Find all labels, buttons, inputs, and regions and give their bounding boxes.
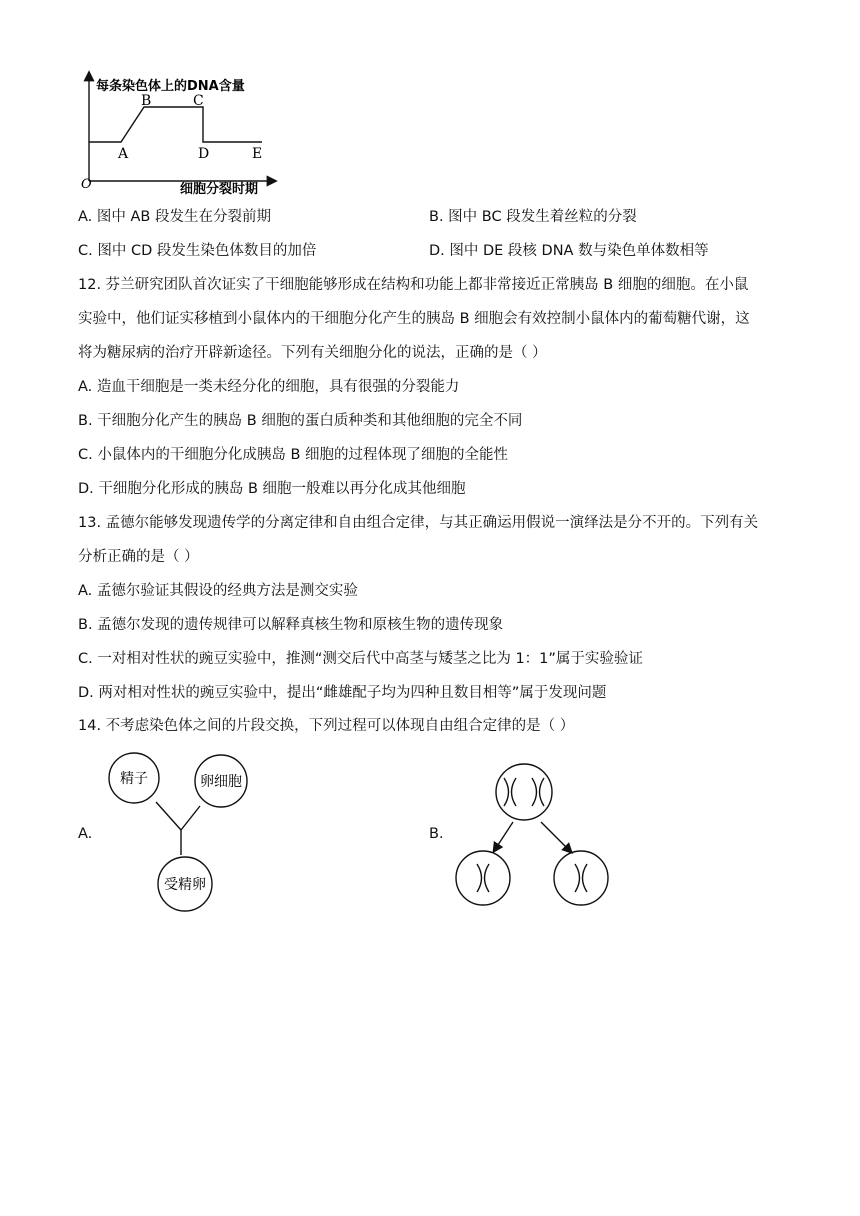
meiosis-diagram <box>450 752 620 912</box>
q14-option-a-label[interactable]: A. <box>78 826 93 842</box>
point-e-label: E <box>252 146 263 162</box>
dna-content-curve <box>89 107 262 142</box>
q13-option-a[interactable]: A. 孟德尔验证其假设的经典方法是测交实验 <box>78 583 358 599</box>
chromosome-left <box>477 864 489 892</box>
q12-option-a[interactable]: A. 造血干细胞是一类未经分化的细胞，具有很强的分裂能力 <box>78 379 460 395</box>
q13-option-d[interactable]: D. 两对相对性状的豌豆实验中，提出“雌雄配子均为四种且数目相等”属于发现问题 <box>78 685 607 701</box>
egg-label: 卵细胞 <box>200 774 242 790</box>
q13-stem-line-1: 13. 孟德尔能够发现遗传学的分离定律和自由组合定律，与其正确运用假说一演绎法是分不开的。下列有关 <box>78 515 759 531</box>
q12-stem-line-3: 将为糖尿病的治疗开辟新途径。下列有关细胞分化的说法，正确的是（ ） <box>78 345 547 361</box>
daughter-cell-left <box>456 851 510 905</box>
merge-line-right <box>181 806 200 830</box>
sperm-label: 精子 <box>120 771 148 787</box>
origin-label: O <box>81 177 92 192</box>
fertilization-diagram <box>100 752 260 917</box>
point-b-label: B <box>141 93 152 109</box>
q11-option-d[interactable]: D. 图中 DE 段核 DNA 数与染色单体数相等 <box>429 243 709 259</box>
arrow-right <box>541 822 571 852</box>
q12-option-c[interactable]: C. 小鼠体内的干细胞分化成胰岛 B 细胞的过程体现了细胞的全能性 <box>78 447 509 463</box>
parent-cell <box>496 764 552 820</box>
point-c-label: C <box>193 93 204 109</box>
q14-stem: 14. 不考虑染色体之间的片段交换，下列过程可以体现自由组合定律的是（ ） <box>78 718 575 734</box>
q13-stem-line-2: 分析正确的是（ ） <box>78 549 199 565</box>
point-d-label: D <box>198 146 210 162</box>
q12-stem-line-2: 实验中，他们证实移植到小鼠体内的干细胞分化产生的胰岛 B 细胞会有效控制小鼠体内的葡萄糖代谢，这 <box>78 311 750 327</box>
y-axis-label: 每条染色体上的DNA含量 <box>96 79 245 94</box>
chromosome-right <box>575 864 587 892</box>
q12-option-b[interactable]: B. 干细胞分化产生的胰岛 B 细胞的蛋白质种类和其他细胞的完全不同 <box>78 413 523 429</box>
dna-content-graph <box>70 68 290 198</box>
q11-option-b[interactable]: B. 图中 BC 段发生着丝粒的分裂 <box>429 209 637 225</box>
zygote-label: 受精卵 <box>164 877 206 893</box>
q12-option-d[interactable]: D. 干细胞分化形成的胰岛 B 细胞一般难以再分化成其他细胞 <box>78 481 466 497</box>
point-a-label: A <box>118 146 129 162</box>
q11-option-a[interactable]: A. 图中 AB 段发生在分裂前期 <box>78 209 271 225</box>
q13-option-b[interactable]: B. 孟德尔发现的遗传规律可以解释真核生物和原核生物的遗传现象 <box>78 617 504 633</box>
q14-option-b-label[interactable]: B. <box>429 826 444 842</box>
merge-line-left <box>156 802 181 830</box>
daughter-cell-right <box>554 851 608 905</box>
arrow-left <box>494 822 513 851</box>
q11-option-c[interactable]: C. 图中 CD 段发生染色体数目的加倍 <box>78 243 317 259</box>
chromosome-1 <box>504 778 516 806</box>
q13-option-c[interactable]: C. 一对相对性状的豌豆实验中，推测“测交后代中高茎与矮茎之比为 1：1”属于实验验证 <box>78 651 643 667</box>
q12-stem-line-1: 12. 芬兰研究团队首次证实了干细胞能够形成在结构和功能上都非常接近正常胰岛 B 细胞的细胞。在小鼠 <box>78 277 749 293</box>
x-axis-label: 细胞分裂时期 <box>180 182 259 197</box>
chromosome-2 <box>532 778 544 806</box>
